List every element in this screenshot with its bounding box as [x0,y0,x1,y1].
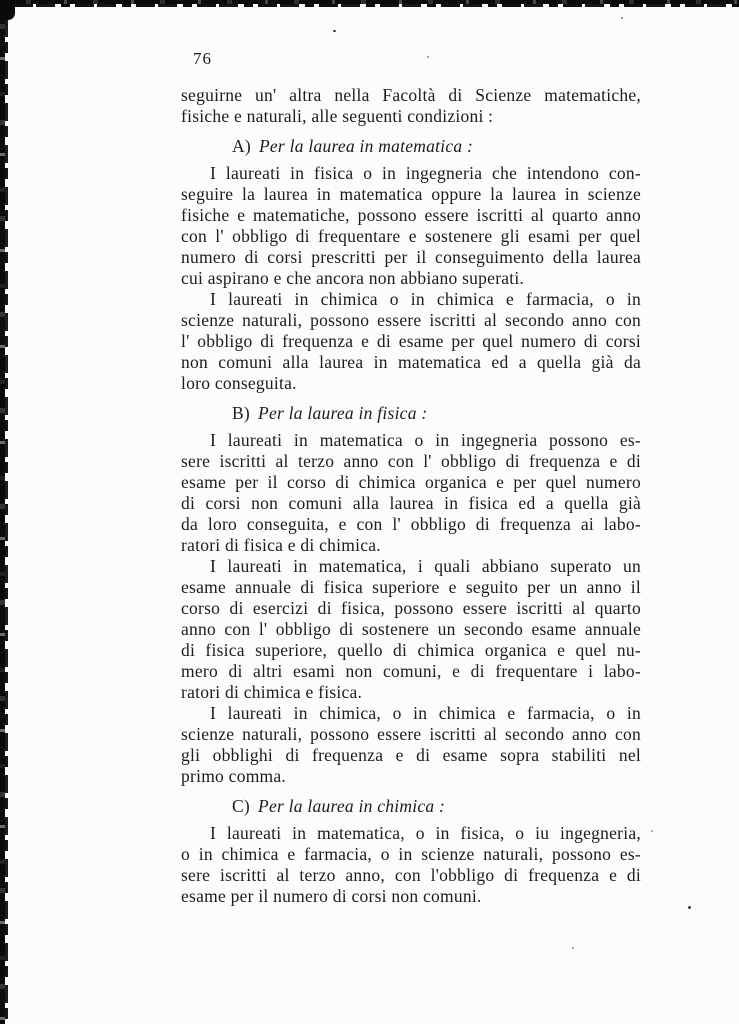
text-line: numero di corsi prescritti per il conseguimento della laurea [181,247,641,267]
scan-speckle [688,906,691,909]
text-line: I laureati in chimica o in chimica e farmacia, o in [210,289,641,309]
text-line: gli obblighi di frequenza e di esame sopra stabiliti nel [181,745,641,765]
section-heading-a [232,136,641,157]
text-line: fisiche e naturali, alle seguenti condizioni : [181,106,494,126]
text-line: di corsi non comuni alla laurea in fisica ed a quella già [181,493,641,513]
scan-edge-left [0,0,9,1024]
text-line: ratori di fisica e di chimica. [181,535,381,555]
text-line: I laureati in matematica, i quali abbiano superato un [210,556,641,576]
page-content [181,48,641,907]
text-line: sere iscritti al terzo anno con l' obbligo di frequenza e di [181,451,641,471]
text-line: sere iscritti al terzo anno, con l'obbligo di frequenza e di [181,865,641,885]
section-heading-c [232,796,641,817]
intro-paragraph [181,85,641,127]
scan-speckle [651,830,653,832]
page-number: 76 [193,49,212,68]
text-line: I laureati in matematica o in ingegneria possono es- [210,430,641,450]
paragraph [181,703,641,787]
paragraph [181,289,641,394]
paragraph [181,556,641,703]
section-title: Per la laurea in fisica : [258,403,428,423]
text-line: loro conseguita. [181,373,297,393]
text-line: anno con l' obbligo di sostenere un secondo esame annuale [181,619,641,639]
paragraph [181,430,641,556]
section-title: Per la laurea in matematica : [258,136,474,156]
paragraph [181,823,641,907]
degree-sections [181,136,641,907]
text-line: non comuni alla laurea in matematica ed a quella già da [181,352,641,372]
text-line: con l' obbligo di frequentare e sostenere gli esami per quel [181,226,641,246]
scan-speckle [572,947,574,949]
text-line: I laureati in matematica, o in fisica, o iu ingegneria, [210,823,641,843]
scan-edge-top [0,0,739,7]
text-line: primo comma. [181,766,287,786]
section-label: C) [232,796,250,816]
text-line: scienze naturali, possono essere iscritti al secondo anno con [181,724,641,744]
text-line: esame annuale di fisica superiore e seguito per un anno il [181,577,641,597]
text-line: o in chimica e farmacia, o in scienze naturali, possono es- [181,844,641,864]
text-line: fisiche e matematiche, possono essere iscritti al quarto anno [181,205,641,225]
section-heading-b [232,403,641,424]
text-line: I laureati in fisica o in ingegneria che intendono con- [210,163,641,183]
text-line: scienze naturali, possono essere iscritti al secondo anno con [181,310,641,330]
text-line: esame per il corso di chimica organica e per quel numero [181,472,641,492]
text-line: mero di altri esami non comuni, e di frequentare i labo- [181,661,641,681]
section-label: A) [232,136,251,156]
text-line: ratori di chimica e fisica. [181,682,363,702]
text-line: cui aspirano e che ancora non abbiano superati. [181,268,525,288]
paragraph [181,163,641,289]
text-line: seguirne un' altra nella Facoltà di Scienze matematiche, [181,85,641,105]
section-title: Per la laurea in chimica : [258,796,446,816]
scan-speckle [333,30,336,32]
text-line: esame per il numero di corsi non comuni. [181,886,482,906]
text-line: corso di esercizi di fisica, possono essere iscritti al quarto [181,598,641,618]
text-line: l' obbligo di frequenza e di esame per quel numero di corsi [181,331,641,351]
section-label: B) [232,403,250,423]
text-line: da loro conseguita, e con l' obbligo di frequenza ai labo- [181,514,641,534]
text-line: I laureati in chimica, o in chimica e farmacia, o in [210,703,641,723]
text-line: seguire la laurea in matematica oppure la laurea in scienze [181,184,641,204]
text-line: di fisica superiore, quello di chimica organica e quel nu- [181,640,641,660]
scan-corner-blob [0,0,15,20]
scan-speckle [621,17,623,19]
